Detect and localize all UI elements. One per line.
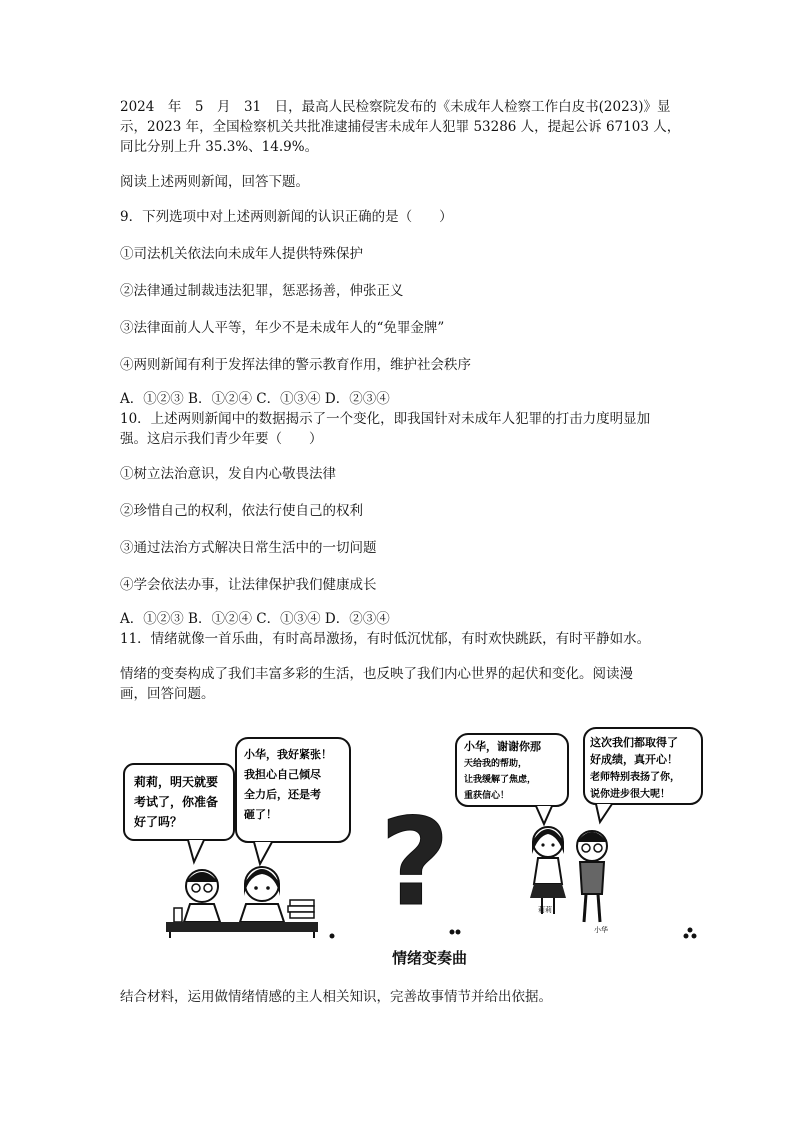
- label-girl: 莉莉: [538, 906, 552, 914]
- standing-girl: [530, 827, 566, 914]
- q9-option-4: ④两则新闻有利于发挥法律的警示教育作用，维护社会秩序: [120, 357, 471, 373]
- bubble4-line-1: 这次我们都取得了: [590, 736, 678, 749]
- q9-option-1: ①司法机关依法向未成年人提供特殊保护: [120, 246, 363, 262]
- bubble1-line-2: 考试了，你准备: [134, 795, 219, 809]
- bubble3-line-4: 重获信心！: [464, 791, 510, 801]
- bubble3-line-2: 天给我的帮助，: [464, 759, 528, 769]
- label-boy: 小华: [594, 926, 608, 934]
- bubble3-line-1: 小华，谢谢你那: [464, 740, 541, 753]
- bubble2-line-4: 砸了！: [244, 808, 277, 821]
- q10-stem-2: 强。这启示我们青少年要（ ）: [120, 431, 323, 447]
- bubble2-line-2: 我担心自己倾尽: [244, 768, 321, 781]
- q9-option-3: ③法律面前人人平等，年少不是未成年人的“免罪金牌”: [120, 320, 445, 336]
- bubble4-line-4: 说你进步很大呢！: [590, 789, 670, 800]
- q10-option-3: ③通过法治方式解决日常生活中的一切问题: [120, 540, 377, 556]
- bubble2-line-3: 全力后，还是考: [244, 788, 321, 801]
- intro-line-2: 示，2023 年，全国检察机关共批准逮捕侵害未成年人犯罪 53286 人，提起公诉 67103 人，: [120, 119, 681, 135]
- comic-title: 情绪变奏曲: [392, 949, 468, 967]
- question-mark: [380, 794, 450, 933]
- q10-stem-1: 10．上述两则新闻中的数据揭示了一个变化，即我国针对未成年人犯罪的打击力度明显加: [120, 411, 651, 427]
- q10-option-1: ①树立法治意识，发自内心敬畏法律: [120, 466, 336, 482]
- q9-option-2: ②法律通过制裁违法犯罪，惩恶扬善，伸张正义: [120, 283, 404, 299]
- bubble1-line-1: 莉莉，明天就要: [134, 775, 219, 789]
- q10-choices: A．①②③ B．①②④ C．①③④ D．②③④: [120, 611, 390, 627]
- q9-stem: 9．下列选项中对上述两则新闻的认识正确的是（ ）: [120, 209, 453, 225]
- bubble3-line-3: 让我缓解了焦虑，: [464, 775, 537, 785]
- q10-option-4: ④学会依法办事，让法律保护我们健康成长: [120, 577, 377, 593]
- q11-stem: 11．情绪就像一首乐曲，有时高昂激扬，有时低沉忧郁，有时欢快跳跃，有时平静如水。: [120, 631, 651, 647]
- standing-boy: [577, 831, 608, 934]
- read-prompt: 阅读上述两则新闻，回答下题。: [120, 174, 309, 190]
- question-mark-glyph: ?: [380, 794, 450, 933]
- speech-bubble-4: [584, 728, 702, 822]
- intro-line-1: 2024 年 5 月 31 日，最高人民检察院发布的《未成年人检察工作白皮书(2023)》显: [120, 99, 671, 115]
- kids-at-desk: [166, 867, 318, 938]
- bubble1-line-3: 好了吗？: [134, 815, 183, 829]
- bubble4-line-3: 老师特别表扬了你，: [590, 772, 680, 783]
- q11-final-prompt: 结合材料，运用做情绪情感的主人相关知识，完善故事情节并给出依据。: [120, 989, 552, 1005]
- bubble4-line-2: 好成绩，真开心！: [590, 753, 678, 766]
- comic-illustration: [118, 726, 718, 976]
- speech-bubble-3: [456, 734, 568, 824]
- q10-option-2: ②珍惜自己的权利，依法行使自己的权利: [120, 503, 363, 519]
- q11-para-1: 情绪的变奏构成了我们丰富多彩的生活，也反映了我们内心世界的起伏和变化。阅读漫: [120, 666, 633, 682]
- intro-line-3: 同比分别上升 35.3%、14.9%。: [120, 139, 319, 155]
- q11-para-2: 画，回答问题。: [120, 686, 215, 702]
- speech-bubble-1: [124, 764, 234, 862]
- speech-bubble-2: [236, 738, 350, 864]
- bubble2-line-1: 小华，我好紧张！: [244, 748, 332, 761]
- q9-choices: A．①②③ B．①②④ C．①③④ D．②③④: [120, 391, 390, 407]
